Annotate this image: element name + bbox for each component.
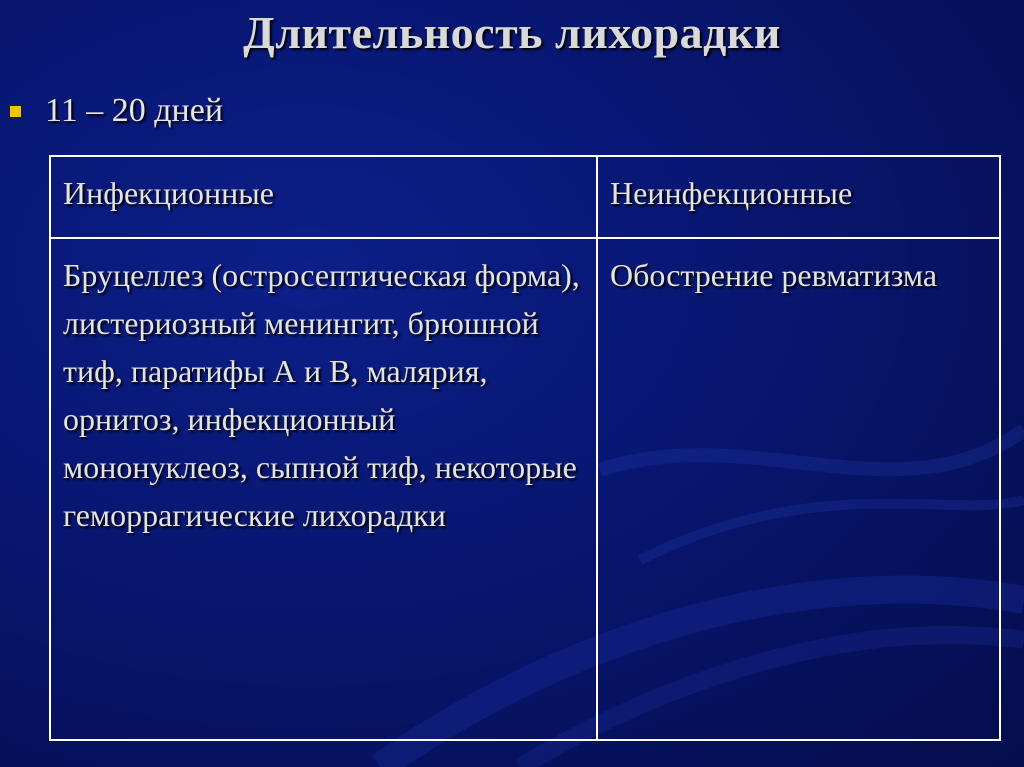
- table-header-row: [50, 156, 1000, 238]
- square-bullet-icon: [10, 106, 21, 117]
- fever-causes-table: [49, 155, 1001, 741]
- table-row: [50, 238, 1000, 740]
- bullet-item: [10, 86, 223, 136]
- cell-infectious-causes: Бруцеллез (остросептическая форма), листериозный менингит, брюшной тиф, паратифы А и В, малярия, орнитоз, инфекционный мононуклеоз, сыпной тиф, некоторые геморрагические лихорадки: [50, 238, 597, 740]
- bullet-text: 11 – 20 дней: [45, 92, 224, 129]
- slide-title: Длительность лихорадки: [243, 7, 781, 58]
- header-infectious: Инфекционные: [50, 156, 597, 238]
- cell-noninfectious-causes: Обострение ревматизма: [597, 238, 1000, 740]
- header-noninfectious: Неинфекционные: [597, 156, 1000, 238]
